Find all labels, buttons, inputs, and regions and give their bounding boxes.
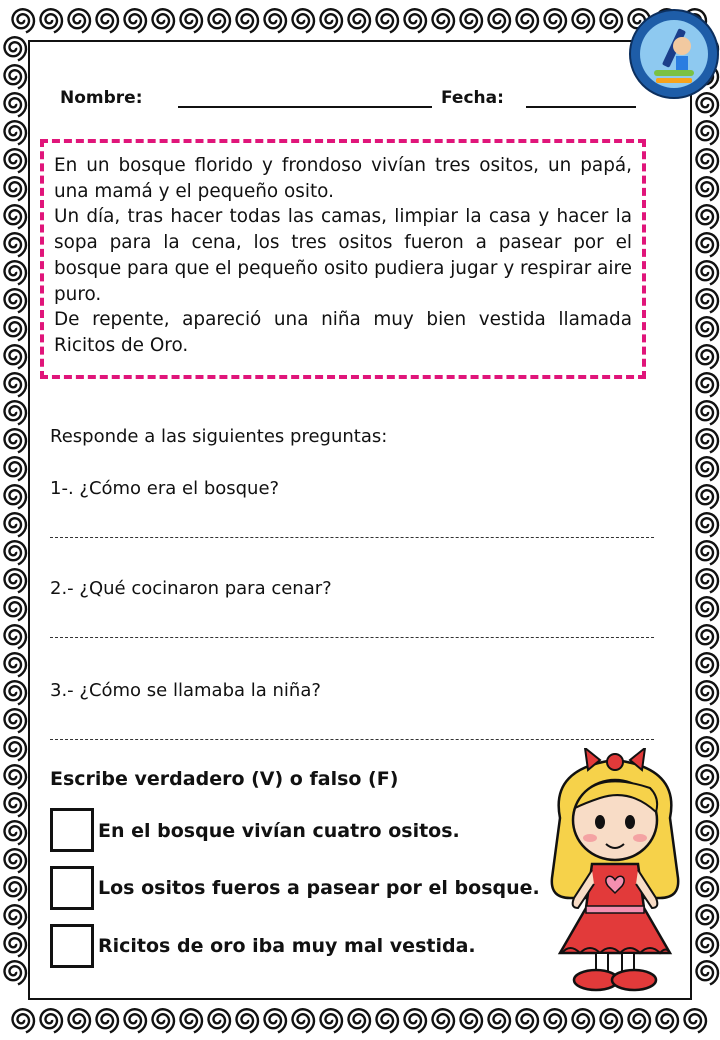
swirl-ornament	[697, 597, 719, 620]
swirl-ornament	[5, 877, 27, 900]
swirl-ornament	[405, 9, 427, 32]
swirl-ornament	[685, 1009, 707, 1032]
swirl-ornament	[293, 1009, 315, 1032]
goldilocks-girl-icon	[540, 748, 690, 998]
swirl-ornament	[265, 9, 287, 32]
swirl-ornament	[5, 345, 27, 368]
swirl-ornament	[697, 429, 719, 452]
swirl-ornament	[5, 485, 27, 508]
swirl-ornament	[461, 1009, 483, 1032]
logo-pencil-kid-icon	[626, 6, 720, 102]
swirl-ornament	[697, 877, 719, 900]
swirl-ornament	[489, 1009, 511, 1032]
swirl-ornament	[433, 1009, 455, 1032]
swirl-ornament	[697, 289, 719, 312]
swirl-ornament	[697, 345, 719, 368]
swirl-ornament	[697, 849, 719, 872]
swirl-ornament	[657, 1009, 679, 1032]
swirl-ornament	[697, 513, 719, 536]
swirl-ornament	[5, 793, 27, 816]
swirl-ornament	[265, 1009, 287, 1032]
swirl-ornament	[5, 65, 27, 88]
swirl-ornament	[697, 961, 719, 984]
story-box	[40, 139, 646, 379]
swirl-ornament	[697, 793, 719, 816]
swirl-ornament	[5, 289, 27, 312]
swirl-ornament	[237, 1009, 259, 1032]
answer-checkbox-1[interactable]	[50, 808, 94, 852]
swirl-ornament	[697, 653, 719, 676]
swirl-ornament	[517, 1009, 539, 1032]
swirl-ornament	[489, 9, 511, 32]
swirl-ornament	[5, 821, 27, 844]
swirl-ornament	[41, 1009, 63, 1032]
swirl-ornament	[5, 849, 27, 872]
swirl-ornament	[5, 765, 27, 788]
swirl-ornament	[5, 457, 27, 480]
swirl-ornament	[97, 9, 119, 32]
swirl-ornament	[697, 681, 719, 704]
swirl-ornament	[125, 1009, 147, 1032]
swirl-ornament	[405, 1009, 427, 1032]
swirl-ornament	[5, 653, 27, 676]
swirl-ornament	[697, 261, 719, 284]
swirl-ornament	[209, 9, 231, 32]
swirl-ornament	[125, 9, 147, 32]
swirl-ornament	[5, 961, 27, 984]
name-field-line[interactable]	[178, 106, 432, 108]
swirl-ornament	[697, 821, 719, 844]
swirl-ornament	[5, 541, 27, 564]
swirl-ornament	[181, 1009, 203, 1032]
swirl-ornament	[5, 261, 27, 284]
swirl-ornament	[5, 429, 27, 452]
swirl-ornament	[5, 737, 27, 760]
story-paragraph: En un bosque florido y frondoso vivían tres ositos, un papá, una mamá y el pequeño osito.	[54, 155, 632, 202]
statement-1: En el bosque vivían cuatro ositos.	[98, 820, 460, 842]
swirl-ornament	[545, 1009, 567, 1032]
answer-checkbox-2[interactable]	[50, 866, 94, 910]
swirl-ornament	[545, 9, 567, 32]
swirl-ornament	[5, 177, 27, 200]
swirl-ornament	[5, 37, 27, 60]
story-paragraph: Un día, tras hacer todas las camas, limpiar la casa y hacer la sopa para la cena, los tres ositos fueron a pasear por el bosque para que el pequeño osito pudiera jugar y respirar aire puro.	[54, 206, 632, 305]
swirl-ornament	[697, 541, 719, 564]
swirl-ornament	[97, 1009, 119, 1032]
swirl-ornament	[5, 625, 27, 648]
swirl-ornament	[5, 93, 27, 116]
swirl-ornament	[573, 9, 595, 32]
swirl-ornament	[601, 1009, 623, 1032]
story-paragraph: De repente, apareció una niña muy bien vestida llamada Ricitos de Oro.	[54, 309, 632, 356]
swirl-ornament	[377, 1009, 399, 1032]
swirl-ornament	[573, 1009, 595, 1032]
swirl-ornament	[321, 9, 343, 32]
swirl-ornament	[5, 513, 27, 536]
answer-line-1[interactable]	[50, 537, 654, 538]
swirl-ornament	[697, 121, 719, 144]
swirl-ornament	[697, 457, 719, 480]
swirl-ornament	[5, 233, 27, 256]
swirl-ornament	[5, 709, 27, 732]
swirl-ornament	[697, 905, 719, 928]
swirl-ornament	[5, 597, 27, 620]
swirl-ornament	[697, 205, 719, 228]
swirl-ornament	[697, 625, 719, 648]
swirl-ornament	[697, 233, 719, 256]
swirl-ornament	[13, 9, 35, 32]
statement-2: Los ositos fueros a pasear por el bosque.	[98, 877, 540, 899]
statement-3: Ricitos de oro iba muy mal vestida.	[98, 935, 476, 957]
swirl-ornament	[697, 933, 719, 956]
swirl-ornament	[697, 485, 719, 508]
swirl-ornament	[237, 9, 259, 32]
swirl-ornament	[293, 9, 315, 32]
swirl-ornament	[153, 1009, 175, 1032]
swirl-ornament	[69, 9, 91, 32]
swirl-ornament	[697, 569, 719, 592]
swirl-ornament	[697, 177, 719, 200]
swirl-ornament	[69, 1009, 91, 1032]
swirl-ornament	[5, 149, 27, 172]
swirl-ornament	[601, 9, 623, 32]
swirl-ornament	[349, 1009, 371, 1032]
swirl-ornament	[697, 149, 719, 172]
question-3: 3.- ¿Cómo se llamaba la niña?	[50, 680, 321, 701]
true-false-title: Escribe verdadero (V) o falso (F)	[50, 768, 399, 790]
swirl-ornament	[13, 1009, 35, 1032]
swirl-ornament	[41, 9, 63, 32]
swirl-ornament	[5, 373, 27, 396]
questions-instruction: Responde a las siguientes preguntas:	[50, 426, 388, 447]
swirl-ornament	[697, 737, 719, 760]
swirl-ornament	[5, 401, 27, 424]
swirl-ornament	[697, 373, 719, 396]
swirl-ornament	[153, 9, 175, 32]
swirl-ornament	[697, 401, 719, 424]
name-label: Nombre:	[60, 88, 143, 108]
swirl-ornament	[5, 681, 27, 704]
swirl-ornament	[517, 9, 539, 32]
date-field-line[interactable]	[526, 106, 636, 108]
answer-line-2[interactable]	[50, 637, 654, 638]
date-label: Fecha:	[441, 88, 504, 108]
swirl-ornament	[181, 9, 203, 32]
swirl-ornament	[377, 9, 399, 32]
swirl-ornament	[321, 1009, 343, 1032]
swirl-ornament	[5, 205, 27, 228]
swirl-ornament	[5, 569, 27, 592]
swirl-ornament	[433, 9, 455, 32]
answer-line-3[interactable]	[50, 739, 654, 740]
swirl-ornament	[697, 709, 719, 732]
question-1: 1-. ¿Cómo era el bosque?	[50, 478, 280, 499]
swirl-ornament	[209, 1009, 231, 1032]
answer-checkbox-3[interactable]	[50, 924, 94, 968]
swirl-ornament	[5, 121, 27, 144]
swirl-ornament	[461, 9, 483, 32]
swirl-ornament	[5, 905, 27, 928]
swirl-ornament	[697, 317, 719, 340]
swirl-ornament	[349, 9, 371, 32]
swirl-ornament	[629, 1009, 651, 1032]
swirl-ornament	[5, 317, 27, 340]
swirl-ornament	[5, 933, 27, 956]
question-2: 2.- ¿Qué cocinaron para cenar?	[50, 578, 332, 599]
swirl-ornament	[697, 765, 719, 788]
